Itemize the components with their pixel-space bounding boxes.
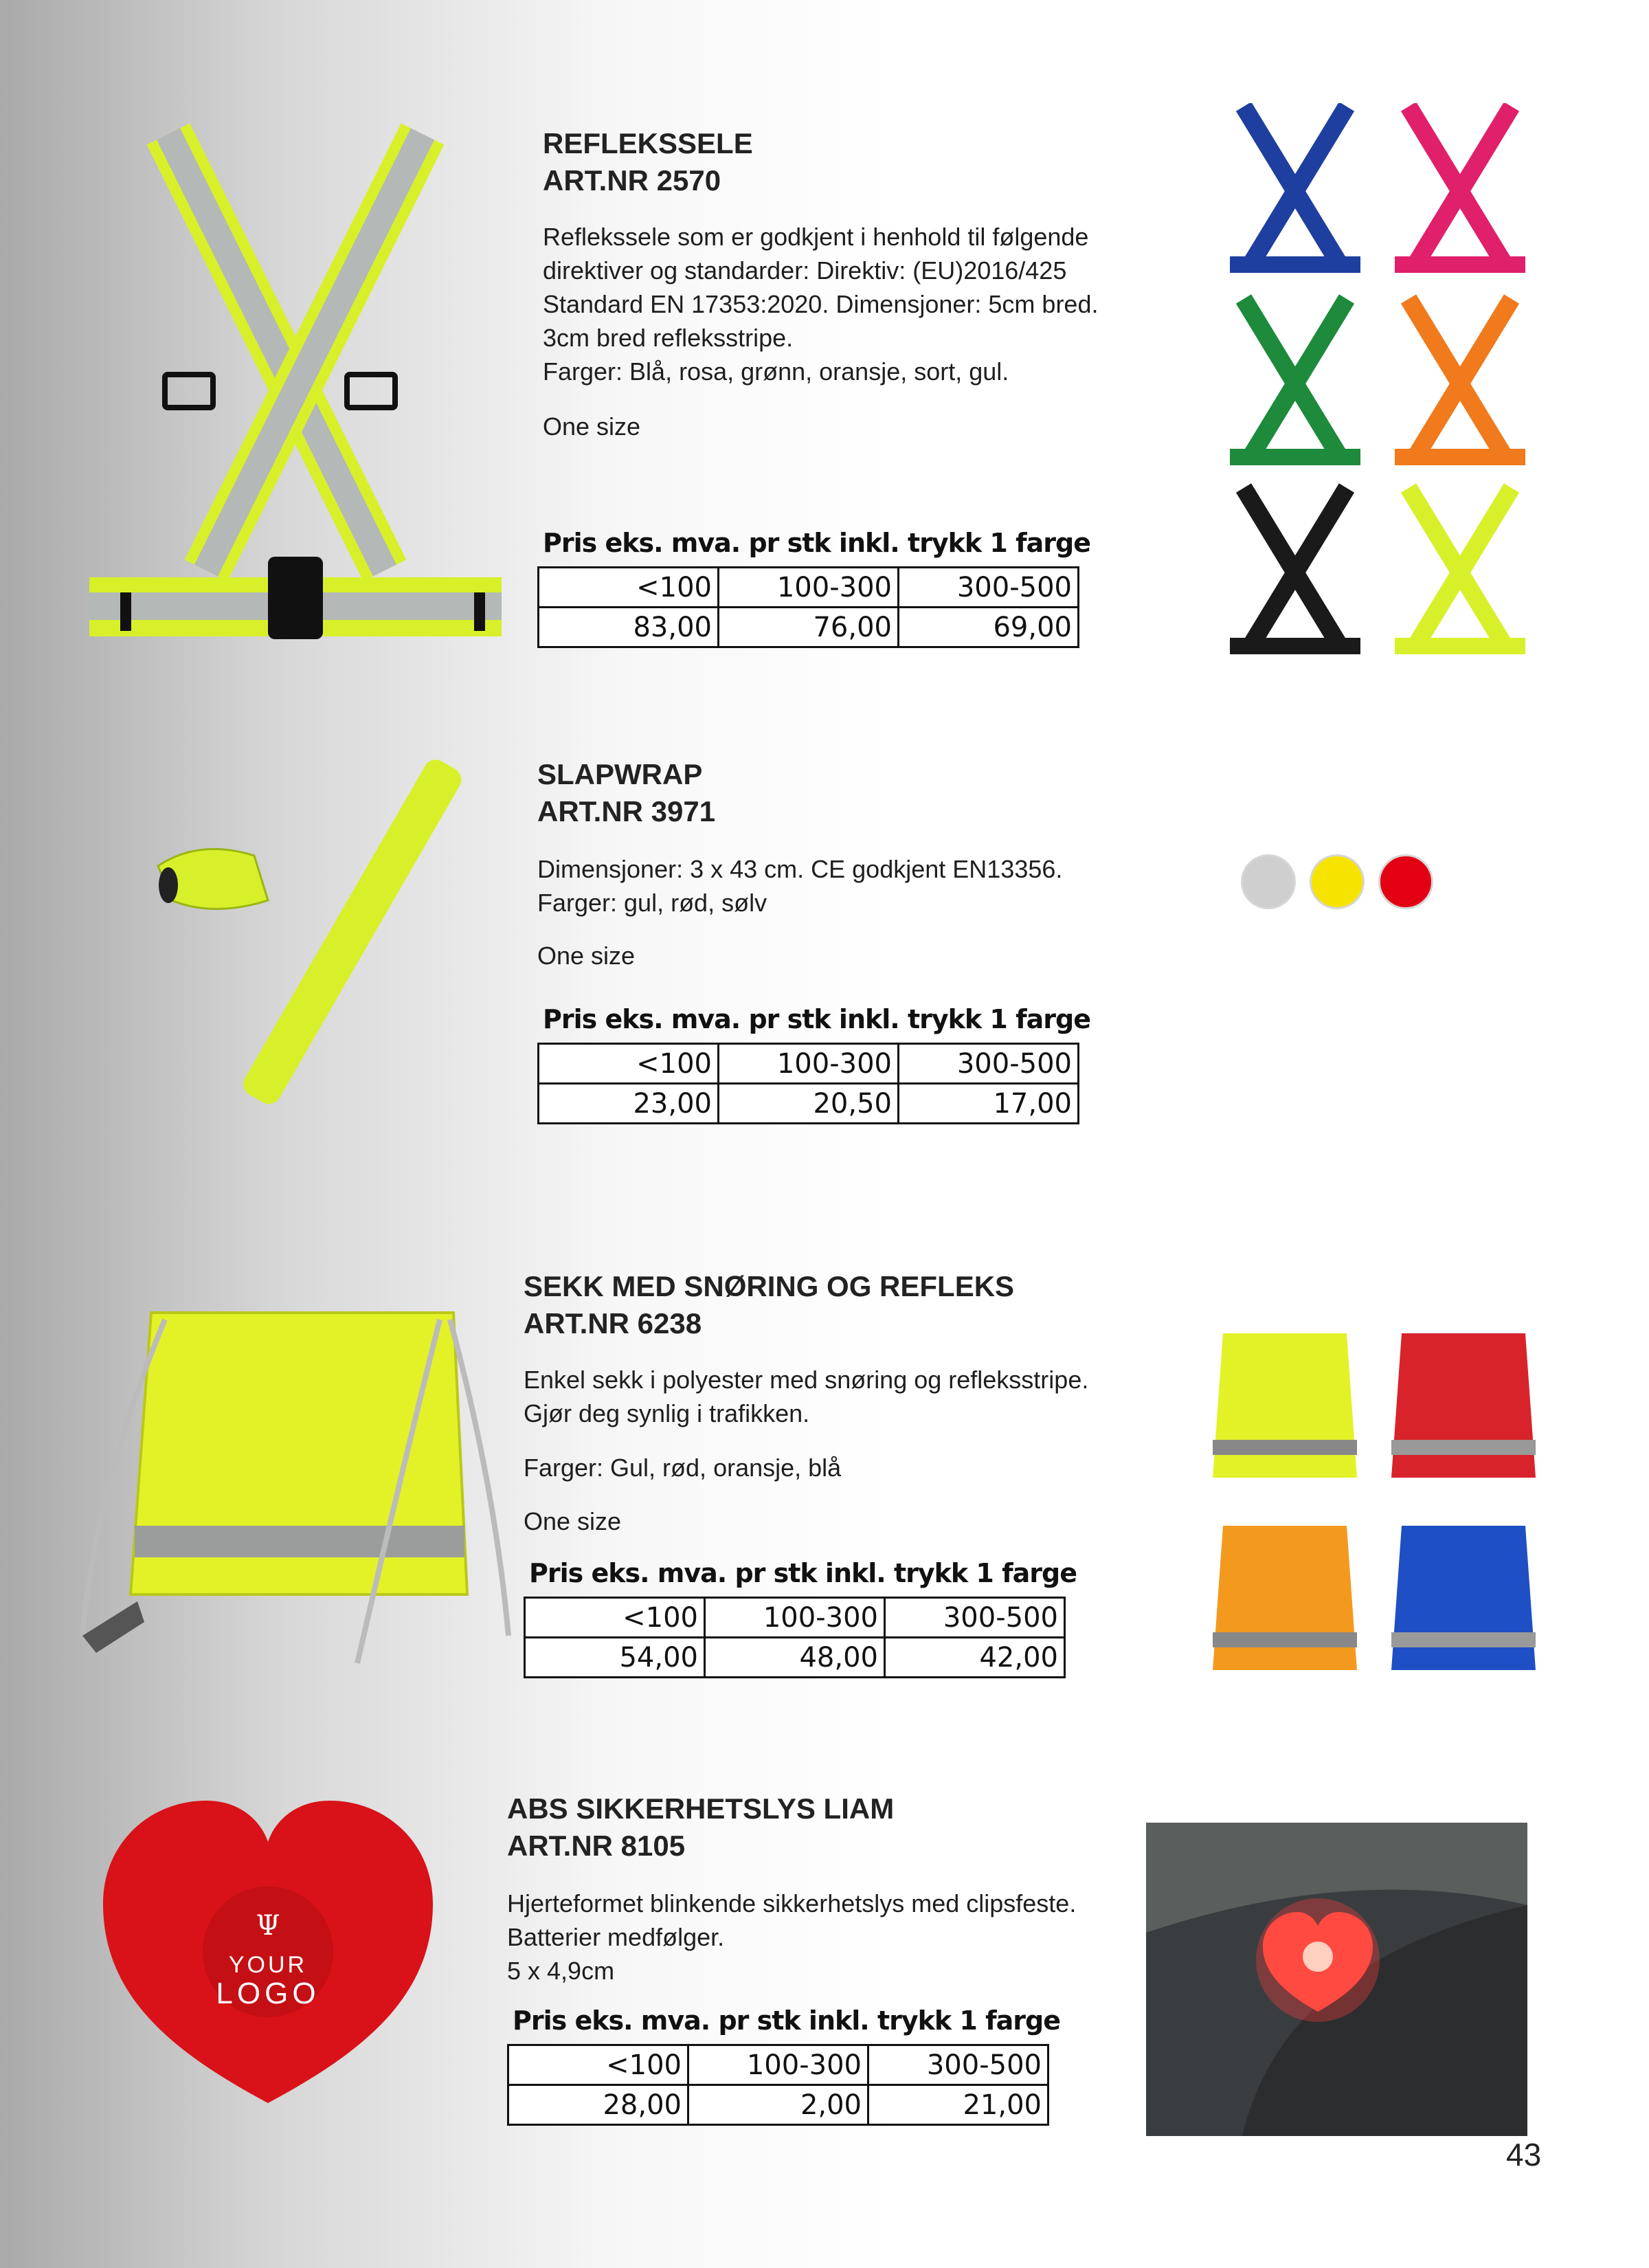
price-value-tier-3: 69,00	[899, 608, 1079, 647]
price-table	[537, 566, 1079, 648]
product-artnr: ART.NR 8105	[507, 1830, 686, 1862]
price-value-tier-1: 23,00	[539, 1084, 719, 1124]
product-size: One size	[524, 1507, 622, 1535]
price-header-row	[508, 2045, 1048, 2085]
price-value-row	[525, 1638, 1065, 1678]
product-size: One size	[543, 412, 641, 441]
harness-variant-blue	[1230, 107, 1360, 273]
reflective-harness-image	[82, 117, 508, 667]
heart-safety-light-image	[96, 1794, 440, 2110]
price-value-tier-2: 2,00	[688, 2085, 868, 2125]
logo-text-line1: YOUR	[228, 1952, 308, 1978]
price-value-tier-3: 17,00	[899, 1084, 1079, 1124]
product-title: ABS SIKKERHETSLYS LIAM	[507, 1792, 895, 1825]
harness-variant-yellow	[1395, 488, 1525, 654]
harness-variant-black	[1230, 488, 1360, 654]
price-header-row	[539, 568, 1079, 608]
logo-symbol-icon: Ψ	[256, 1910, 280, 1942]
product-description: Reflekssele som er godkjent i henhold til følgende direktiver og standarder: Direktiv: (EU)2016/425 Standard EN 17353:2020. Dimensjoner: 5cm bred. 3cm bred refleksstripe. Farger: Blå, rosa, grønn, oransje, sort, gul.	[543, 223, 1099, 386]
price-value-tier-1: 83,00	[539, 608, 719, 647]
price-header-tier-1: <100	[539, 568, 719, 608]
drawstring-bag-image	[69, 1278, 522, 1691]
price-header-tier-1: <100	[539, 1044, 719, 1084]
price-table	[537, 1043, 1079, 1124]
product-title: REFLEKSSELE	[543, 127, 753, 159]
slapwrap-image	[137, 735, 467, 1134]
price-value-tier-2: 76,00	[719, 608, 899, 647]
bag-color-variants	[1196, 1313, 1553, 1698]
price-value-row	[539, 608, 1079, 647]
price-value-row	[508, 2085, 1048, 2125]
safety-light-photo	[1146, 1823, 1527, 2136]
price-header-row	[539, 1044, 1079, 1084]
price-caption: Pris eks. mva. pr stk inkl. trykk 1 farge	[543, 1004, 1090, 1034]
price-header-tier-2: 100-300	[705, 1598, 885, 1638]
product-description: Hjerteformet blinkende sikkerhetslys med clipsfeste. Batterier medfølger. 5 x 4,9cm	[507, 1889, 1077, 1985]
product-size: One size	[537, 942, 636, 970]
price-header-tier-2: 100-300	[719, 568, 899, 608]
price-value-tier-1: 54,00	[525, 1638, 705, 1678]
price-table	[524, 1597, 1066, 1678]
price-caption: Pris eks. mva. pr stk inkl. trykk 1 farge	[529, 1558, 1077, 1588]
price-value-tier-1: 28,00	[508, 2085, 688, 2125]
price-header-row	[525, 1598, 1065, 1638]
product-artnr: ART.NR 6238	[524, 1307, 702, 1339]
price-header-tier-3: 300-500	[885, 1598, 1065, 1638]
product-artnr: ART.NR 3971	[537, 795, 716, 827]
price-value-tier-2: 48,00	[705, 1638, 885, 1678]
harness-color-variants	[1216, 103, 1539, 667]
price-table	[507, 2044, 1049, 2126]
bag-variant-blue	[1391, 1526, 1536, 1670]
bag-variant-red	[1391, 1333, 1536, 1478]
price-value-row	[539, 1084, 1079, 1124]
price-caption: Pris eks. mva. pr stk inkl. trykk 1 farge	[513, 2005, 1060, 2036]
logo-text-line2: LOGO	[216, 1977, 320, 2010]
price-header-tier-2: 100-300	[688, 2045, 868, 2085]
price-header-tier-1: <100	[508, 2045, 688, 2085]
price-value-tier-3: 42,00	[885, 1638, 1065, 1678]
product-description: Dimensjoner: 3 x 43 cm. CE godkjent EN13356. Farger: gul, rød, sølv	[537, 855, 1063, 917]
harness-variant-green	[1230, 299, 1360, 465]
harness-variant-orange	[1395, 299, 1525, 465]
price-value-tier-2: 20,50	[719, 1084, 899, 1124]
bag-variant-yellow	[1213, 1333, 1357, 1478]
product-description: Enkel sekk i polyester med snøring og refleksstripe. Gjør deg synlig i trafikken.	[524, 1366, 1089, 1427]
swatch-silver	[1241, 854, 1296, 909]
price-value-tier-3: 21,00	[868, 2085, 1048, 2125]
product-colors: Farger: Gul, rød, oransje, blå	[524, 1454, 842, 1482]
swatch-yellow	[1310, 854, 1365, 909]
bag-variant-orange	[1213, 1526, 1357, 1670]
product-title: SEKK MED SNØRING OG REFLEKS	[524, 1270, 1015, 1302]
price-caption: Pris eks. mva. pr stk inkl. trykk 1 farge	[543, 528, 1090, 558]
product-artnr: ART.NR 2570	[543, 164, 721, 197]
price-header-tier-3: 300-500	[899, 568, 1079, 608]
price-header-tier-3: 300-500	[899, 1044, 1079, 1084]
product-title: SLAPWRAP	[537, 758, 703, 790]
price-header-tier-3: 300-500	[868, 2045, 1048, 2085]
swatch-red	[1378, 854, 1433, 909]
page-number: 43	[1506, 2137, 1542, 2172]
price-header-tier-2: 100-300	[719, 1044, 899, 1084]
harness-variant-pink	[1395, 107, 1525, 273]
price-header-tier-1: <100	[525, 1598, 705, 1638]
